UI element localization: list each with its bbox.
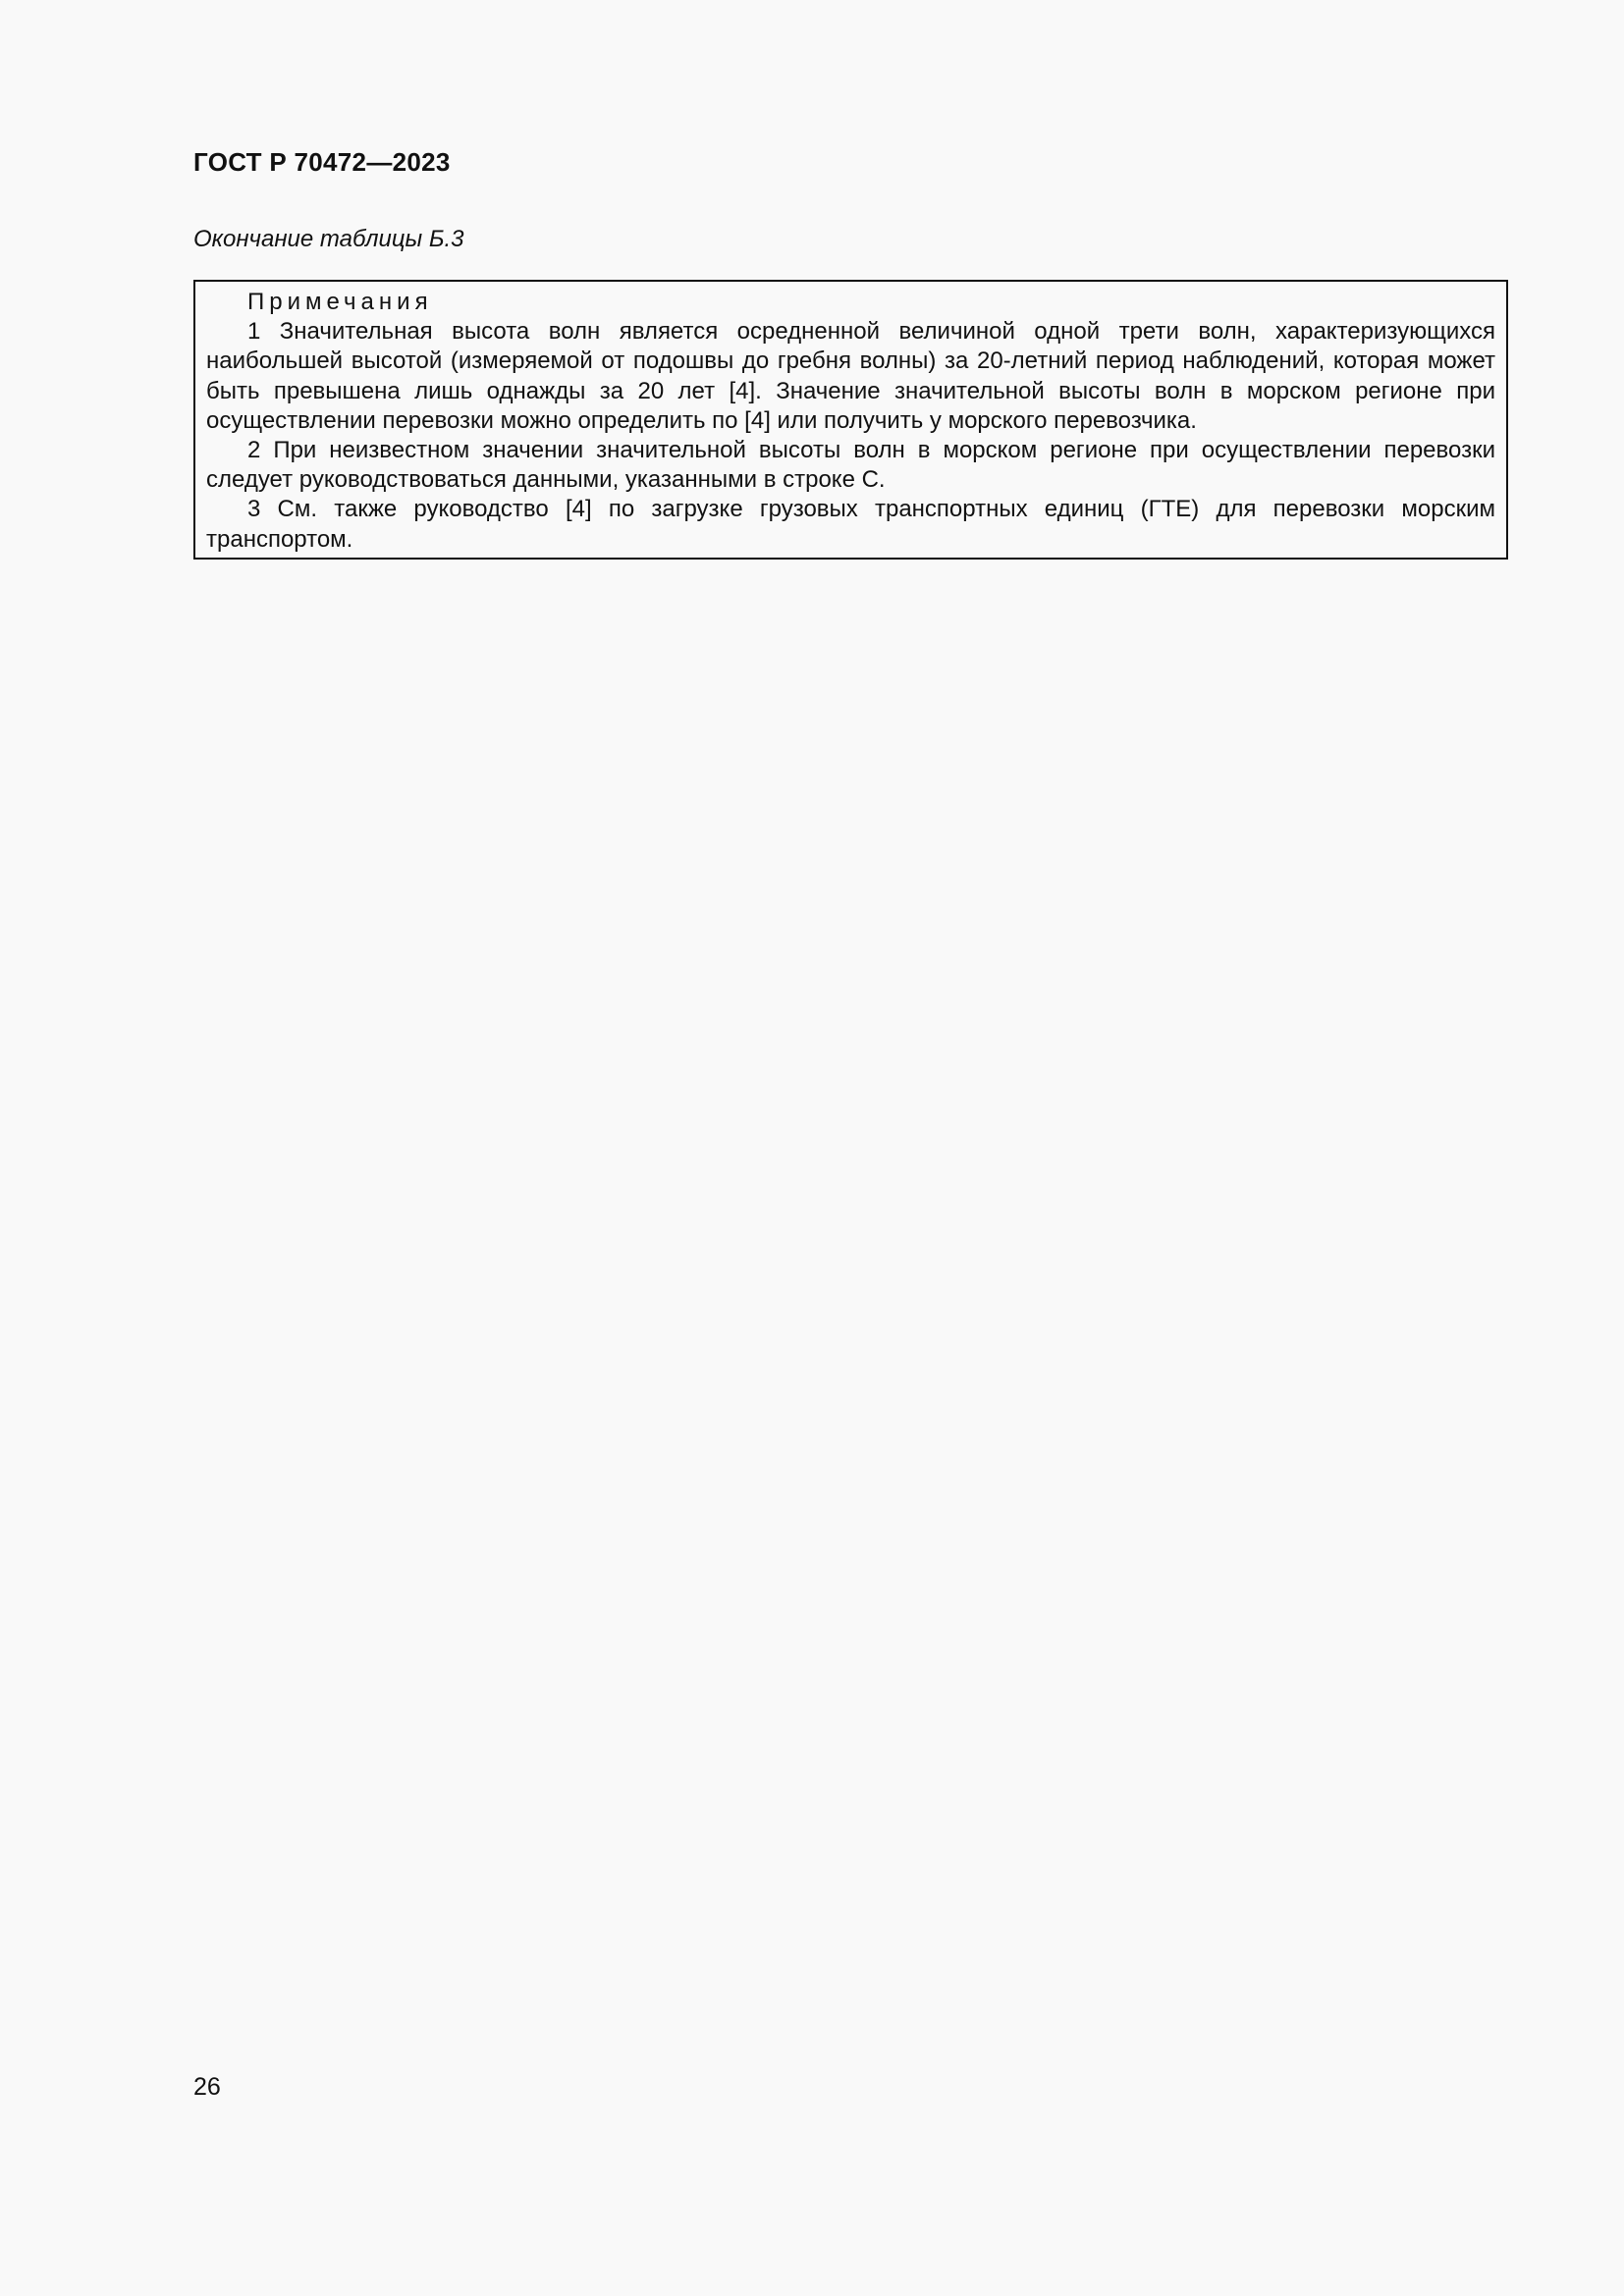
page-number: 26 (193, 2073, 221, 2101)
document-header: ГОСТ Р 70472—2023 (193, 147, 451, 177)
notes-table (193, 280, 1508, 560)
note-item-3: 3 См. также руководство [4] по загрузке грузовых транспортных единиц (ГТЕ) для перевозки морским транспортом. (206, 496, 1495, 553)
note-item-1: 1 Значительная высота волн является осредненной величиной одной трети волн, характеризующихся наибольшей высотой (измеряемой от подошвы до гребня волны) за 20-летний период наблюдений, которая может быть превышена лишь однажды за 20 лет [4]. Значение значительной высоты волн в морском регионе при осуществлении перевозки можно определить по [4] или получить у морского перевозчика. (206, 318, 1495, 434)
notes-heading: Примечания (247, 289, 433, 315)
note-item-2: 2 При неизвестном значении значительной высоты волн в морском регионе при осуществлении перевозки следует руководствоваться данными, указанными в строке С. (206, 437, 1495, 494)
table-caption: Окончание таблицы Б.3 (193, 226, 464, 252)
